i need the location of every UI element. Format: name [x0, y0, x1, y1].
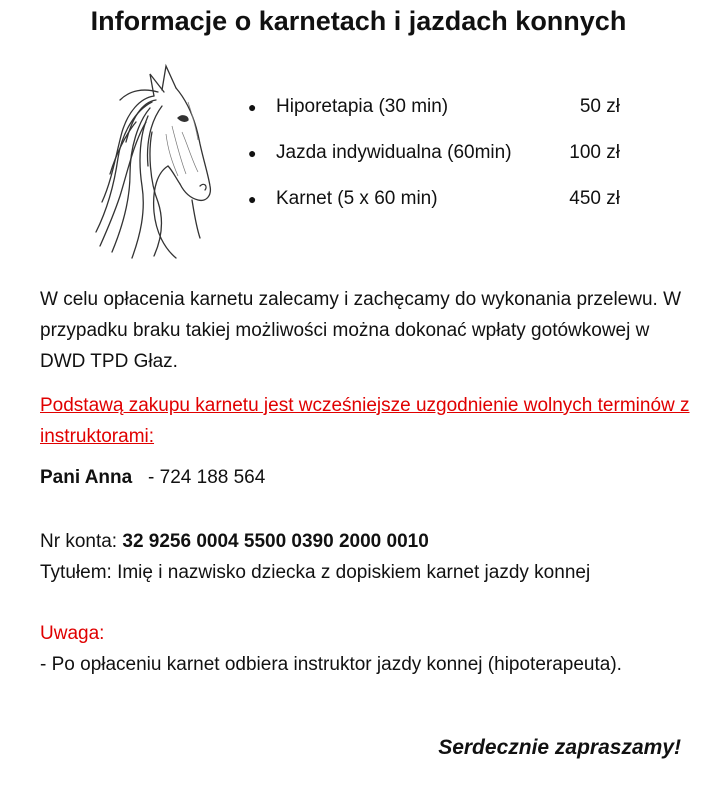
price-list [248, 94, 638, 232]
contact-line [40, 462, 690, 493]
bullet-icon: ● [248, 145, 257, 161]
reservation-note: Podstawą zakupu karnetu jest wcześniejsze uzgodnienie wolnych terminów z instruktorami: [40, 395, 690, 447]
price-amount: 450 zł [569, 188, 620, 209]
notice-block [40, 618, 690, 680]
price-item [248, 186, 638, 232]
closing-line: Serdecznie zapraszamy! [438, 736, 681, 759]
price-amount: 100 zł [569, 142, 620, 163]
page-title: Informacje o karnetach i jazdach konnych [90, 6, 627, 36]
bullet-icon: ● [248, 191, 257, 207]
price-label: Jazda indywidualna (60min) [276, 142, 512, 163]
transfer-title: Tytułem: Imię i nazwisko dziecka z dopiskiem karnet jazdy konnej [40, 562, 591, 583]
notice-heading: Uwaga: [40, 623, 105, 644]
contact-phone: - 724 188 564 [148, 467, 266, 488]
account-block [40, 526, 690, 588]
contact-name: Pani Anna [40, 467, 133, 488]
account-label: Nr konta: [40, 531, 123, 552]
account-line [40, 526, 690, 557]
horse-head-illustration [92, 62, 232, 262]
price-item [248, 140, 638, 186]
price-label: Karnet (5 x 60 min) [276, 188, 438, 209]
price-label: Hiporetapia (30 min) [276, 96, 449, 117]
price-amount: 50 zł [579, 96, 620, 117]
bullet-icon: ● [248, 99, 257, 115]
price-item [248, 94, 638, 140]
payment-note: W celu opłacenia karnetu zalecamy i zachęcamy do wykonania przelewu. W przypadku braku takiej możliwości można dokonać wpłaty gotówkowej w DWD TPD Głaz. [40, 289, 682, 372]
account-number: 32 9256 0004 5500 0390 2000 0010 [122, 531, 429, 552]
notice-text: - Po opłaceniu karnet odbiera instruktor jazdy konnej (hipoterapeuta). [40, 654, 622, 675]
